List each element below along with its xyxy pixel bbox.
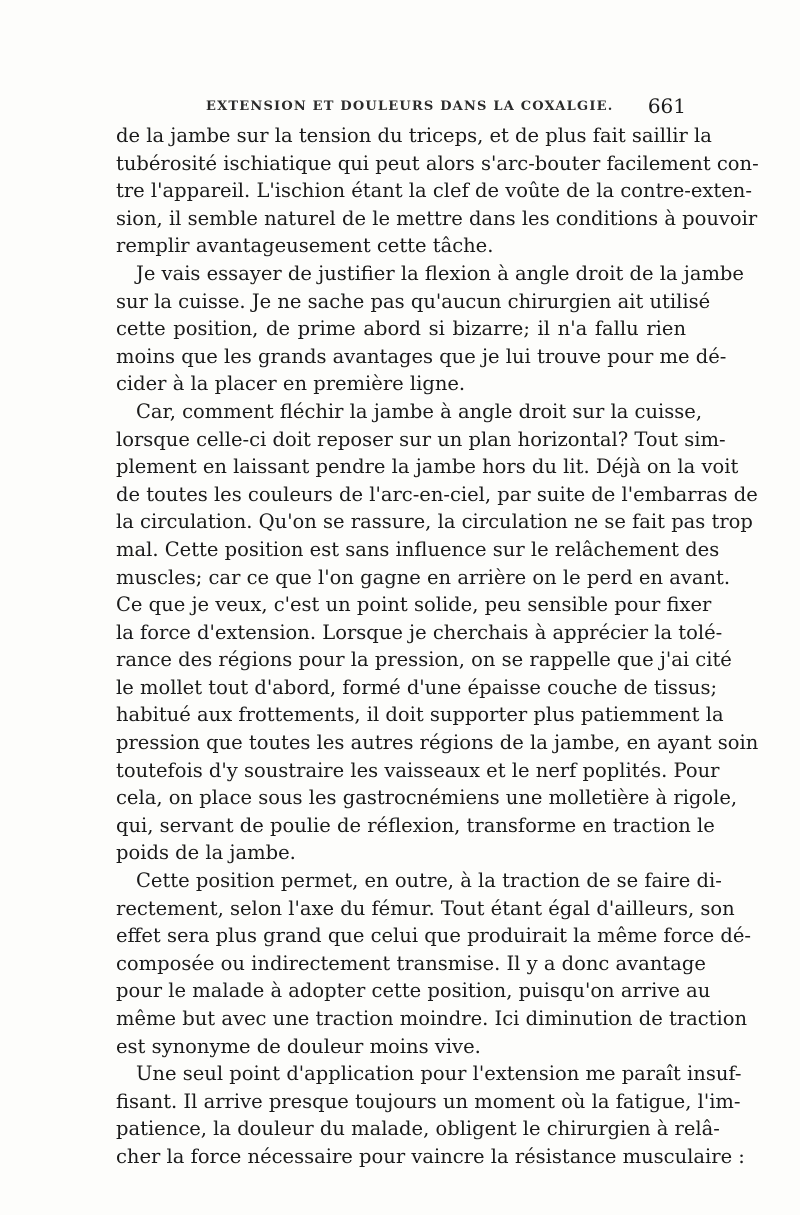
text-line: même but avec une traction moindre. Ici diminution de traction xyxy=(116,1007,748,1030)
text-line: remplir avantageusement cette tâche. xyxy=(116,234,494,258)
text-line: fisant. Il arrive presque toujours un moment où la fatigue, l'im- xyxy=(116,1089,741,1113)
text-line: qui, servant de poulie de réflexion, transforme en traction le xyxy=(116,813,715,837)
text-line: Je vais essayer de justifier la flexion à angle droit de la jambe xyxy=(136,261,744,285)
text-line: de toutes les couleurs de l'arc-en-ciel, par suite de l'embarras de xyxy=(116,482,758,506)
text-line: tre l'appareil. L'ischion étant la clef de voûte de la contre-exten- xyxy=(116,179,752,203)
text-line: sion, il semble naturel de le mettre dans les conditions à pouvoir xyxy=(116,206,758,230)
text-line: pour le malade à adopter cette position, puisqu'on arrive au xyxy=(116,979,711,1003)
text-line: muscles; car ce que l'on gagne en arrière on le perd en avant. xyxy=(116,565,731,589)
body-text xyxy=(116,122,759,1171)
text-line: rance des régions pour la pression, on se rappelle que j'ai cité xyxy=(116,648,732,672)
text-line: pression que toutes les autres régions de la jambe, en ayant soin xyxy=(116,731,759,755)
paragraph-1 xyxy=(116,122,759,260)
running-head xyxy=(116,96,686,120)
paragraph-2 xyxy=(116,260,744,398)
running-title: EXTENSION ET DOULEURS DANS LA COXALGIE. xyxy=(206,99,614,114)
text-line: sur la cuisse. Je ne sache pas qu'aucun chirurgien ait utilisé xyxy=(116,289,711,313)
text-line: mal. Cette position est sans influence sur le relâchement des xyxy=(116,537,720,561)
text-line: habitué aux frottements, il doit supporter plus patiemment la xyxy=(116,703,724,727)
text-line: Une seul point d'application pour l'extension me paraît insuf- xyxy=(136,1062,742,1086)
text-line: moins que les grands avantages que je lui trouve pour me dé- xyxy=(116,344,727,368)
text-line: Cette position permet, en outre, à la traction de se faire di- xyxy=(136,869,722,893)
text-line: cider à la placer en première ligne. xyxy=(116,372,466,396)
page-number: 661 xyxy=(647,94,686,118)
text-line: composée ou indirectement transmise. Il y a donc avantage xyxy=(116,951,706,975)
paragraph-4 xyxy=(116,867,751,1060)
paragraph-3 xyxy=(116,398,759,867)
text-line: Car, comment fléchir la jambe à angle droit sur la cuisse, xyxy=(136,399,703,423)
text-line: cette position, de prime abord si bizarre; il n'a fallu rien xyxy=(116,317,686,341)
text-line: cela, on place sous les gastrocnémiens une molletière à rigole, xyxy=(116,786,738,810)
text-line: tubérosité ischiatique qui peut alors s'arc-bouter facilement con- xyxy=(116,151,759,175)
text-line: la force d'extension. Lorsque je cherchais à apprécier la tolé- xyxy=(116,620,723,644)
text-line: de la jambe sur la tension du triceps, et de plus fait saillir la xyxy=(116,124,712,147)
text-line: poids de la jambe. xyxy=(116,841,296,865)
text-line: la circulation. Qu'on se rassure, la circulation ne se fait pas trop xyxy=(116,510,753,534)
text-line: plement en laissant pendre la jambe hors du lit. Déjà on la voit xyxy=(116,455,739,479)
text-line: Ce que je veux, c'est un point solide, peu sensible pour fixer xyxy=(116,593,712,617)
text-line: toutefois d'y soustraire les vaisseaux et le nerf poplités. Pour xyxy=(116,758,720,782)
text-line: patience, la douleur du malade, obligent le chirurgien à relâ- xyxy=(116,1117,720,1141)
text-line: effet sera plus grand que celui que produirait la même force dé- xyxy=(116,924,751,948)
text-line: rectement, selon l'axe du fémur. Tout étant égal d'ailleurs, son xyxy=(116,896,735,920)
text-line: est synonyme de douleur moins vive. xyxy=(116,1034,481,1058)
text-line: le mollet tout d'abord, formé d'une épaisse couche de tissus; xyxy=(116,675,718,699)
text-line: lorsque celle-ci doit reposer sur un plan horizontal? Tout sim- xyxy=(116,427,726,451)
text-line: cher la force nécessaire pour vaincre la résistance musculaire : xyxy=(116,1144,745,1168)
paragraph-5 xyxy=(116,1060,745,1170)
